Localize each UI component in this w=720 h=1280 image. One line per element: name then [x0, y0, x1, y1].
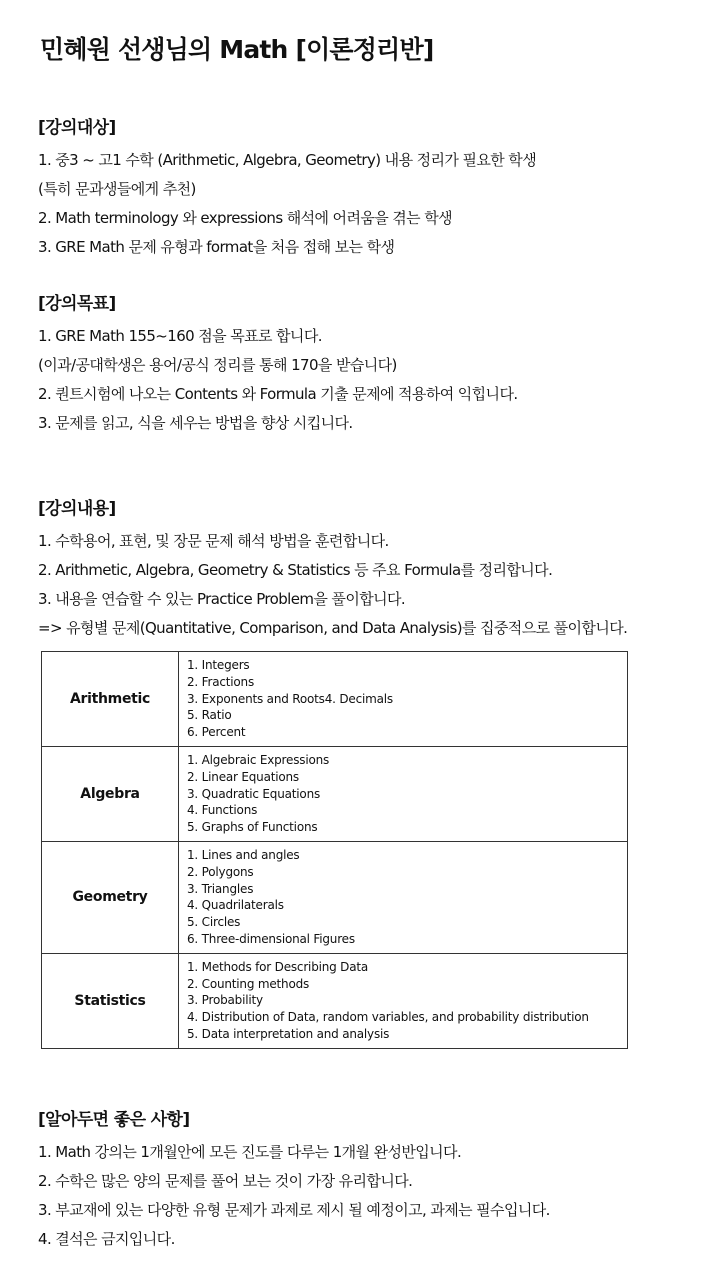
section-course-goal — [38, 292, 698, 438]
topic-item: 5. Ratio — [187, 708, 232, 723]
topic-item: 5. Graphs of Functions — [187, 820, 318, 835]
topic-item: 1. Methods for Describing Data — [187, 959, 369, 974]
topic-item: 2. Fractions — [187, 674, 255, 689]
topic-item: 2. Linear Equations — [187, 769, 299, 784]
topic-item: 5. Data interpretation and analysis — [187, 1026, 390, 1041]
topic-items — [179, 953, 628, 1048]
section-line: 2. 수학은 많은 양의 문제를 풀어 보는 것이 가장 유리합니다. — [38, 1172, 413, 1190]
topic-items — [179, 746, 628, 841]
section-line: 4. 결석은 금지입니다. — [38, 1230, 175, 1248]
topic-item: 4. Distribution of Data, random variables, and probability distribution — [187, 1010, 589, 1025]
topic-item: 3. Triangles — [187, 881, 254, 896]
section-heading: [강의목표] — [38, 294, 116, 314]
section-line: => 유형별 문제(Quantitative, Comparison, and Data Analysis)를 집중적으로 풀이합니다. — [38, 619, 628, 637]
topic-item: 6. Percent — [187, 725, 246, 740]
section-line: 1. GRE Math 155~160 점을 목표로 합니다. — [38, 327, 322, 345]
table-row — [42, 746, 628, 841]
topic-item: 2. Counting methods — [187, 976, 310, 991]
topic-item: 1. Integers — [187, 658, 250, 672]
topic-category: Arithmetic — [42, 652, 179, 747]
table-row — [42, 953, 628, 1048]
section-heading: [강의내용] — [38, 499, 116, 519]
topic-item: 3. Quadratic Equations — [187, 786, 321, 801]
topic-item: 5. Circles — [187, 915, 241, 930]
table-row — [42, 652, 628, 747]
section-target-students — [38, 116, 698, 262]
topic-item: 1. Lines and angles — [187, 847, 300, 862]
topic-category: Statistics — [42, 953, 179, 1048]
section-line: 1. 수학용어, 표현, 및 장문 문제 해석 방법을 훈련합니다. — [38, 532, 389, 550]
topic-item: 1. Algebraic Expressions — [187, 752, 330, 767]
page-title: 민혜원 선생님의 Math [이론정리반] — [40, 35, 434, 64]
section-line: 2. 퀀트시험에 나오는 Contents 와 Formula 기출 문제에 적용하여 익힙니다. — [38, 385, 518, 403]
topic-items — [179, 841, 628, 953]
section-line: 2. Math terminology 와 expressions 해석에 어려움을 겪는 학생 — [38, 209, 453, 227]
topic-items — [179, 652, 628, 747]
section-heading: [강의대상] — [38, 118, 116, 138]
section-line: (이과/공대학생은 용어/공식 정리를 통해 170을 받습니다) — [38, 356, 397, 374]
section-line: (특히 문과생들에게 추천) — [38, 180, 196, 198]
topic-category: Algebra — [42, 746, 179, 841]
section-line: 3. 부교재에 있는 다양한 유형 문제가 과제로 제시 될 예정이고, 과제는 필수입니다. — [38, 1201, 550, 1219]
section-line: 3. 내용을 연습할 수 있는 Practice Problem을 풀이합니다. — [38, 590, 406, 608]
topics-table — [41, 651, 628, 1049]
section-line: 1. Math 강의는 1개월안에 모든 진도를 다루는 1개월 완성반입니다. — [38, 1143, 462, 1161]
topic-item: 4. Quadrilaterals — [187, 898, 284, 913]
section-heading: [알아두면 좋은 사항] — [38, 1110, 190, 1130]
section-line: 1. 중3 ~ 고1 수학 (Arithmetic, Algebra, Geometry) 내용 정리가 필요한 학생 — [38, 151, 537, 169]
topic-item: 3. Probability — [187, 993, 263, 1008]
section-line: 3. GRE Math 문제 유형과 format을 처음 접해 보는 학생 — [38, 238, 395, 256]
topic-category: Geometry — [42, 841, 179, 953]
section-course-content — [38, 497, 698, 643]
topic-item: 4. Functions — [187, 803, 258, 818]
topic-item: 3. Exponents and Roots4. Decimals — [187, 691, 393, 706]
topic-item: 2. Polygons — [187, 864, 254, 879]
section-line: 3. 문제를 읽고, 식을 세우는 방법을 향상 시킵니다. — [38, 414, 353, 432]
topic-item: 6. Three-dimensional Figures — [187, 931, 355, 946]
table-row — [42, 841, 628, 953]
section-good-to-know — [38, 1108, 698, 1254]
section-line: 2. Arithmetic, Algebra, Geometry & Statistics 등 주요 Formula를 정리합니다. — [38, 561, 553, 579]
